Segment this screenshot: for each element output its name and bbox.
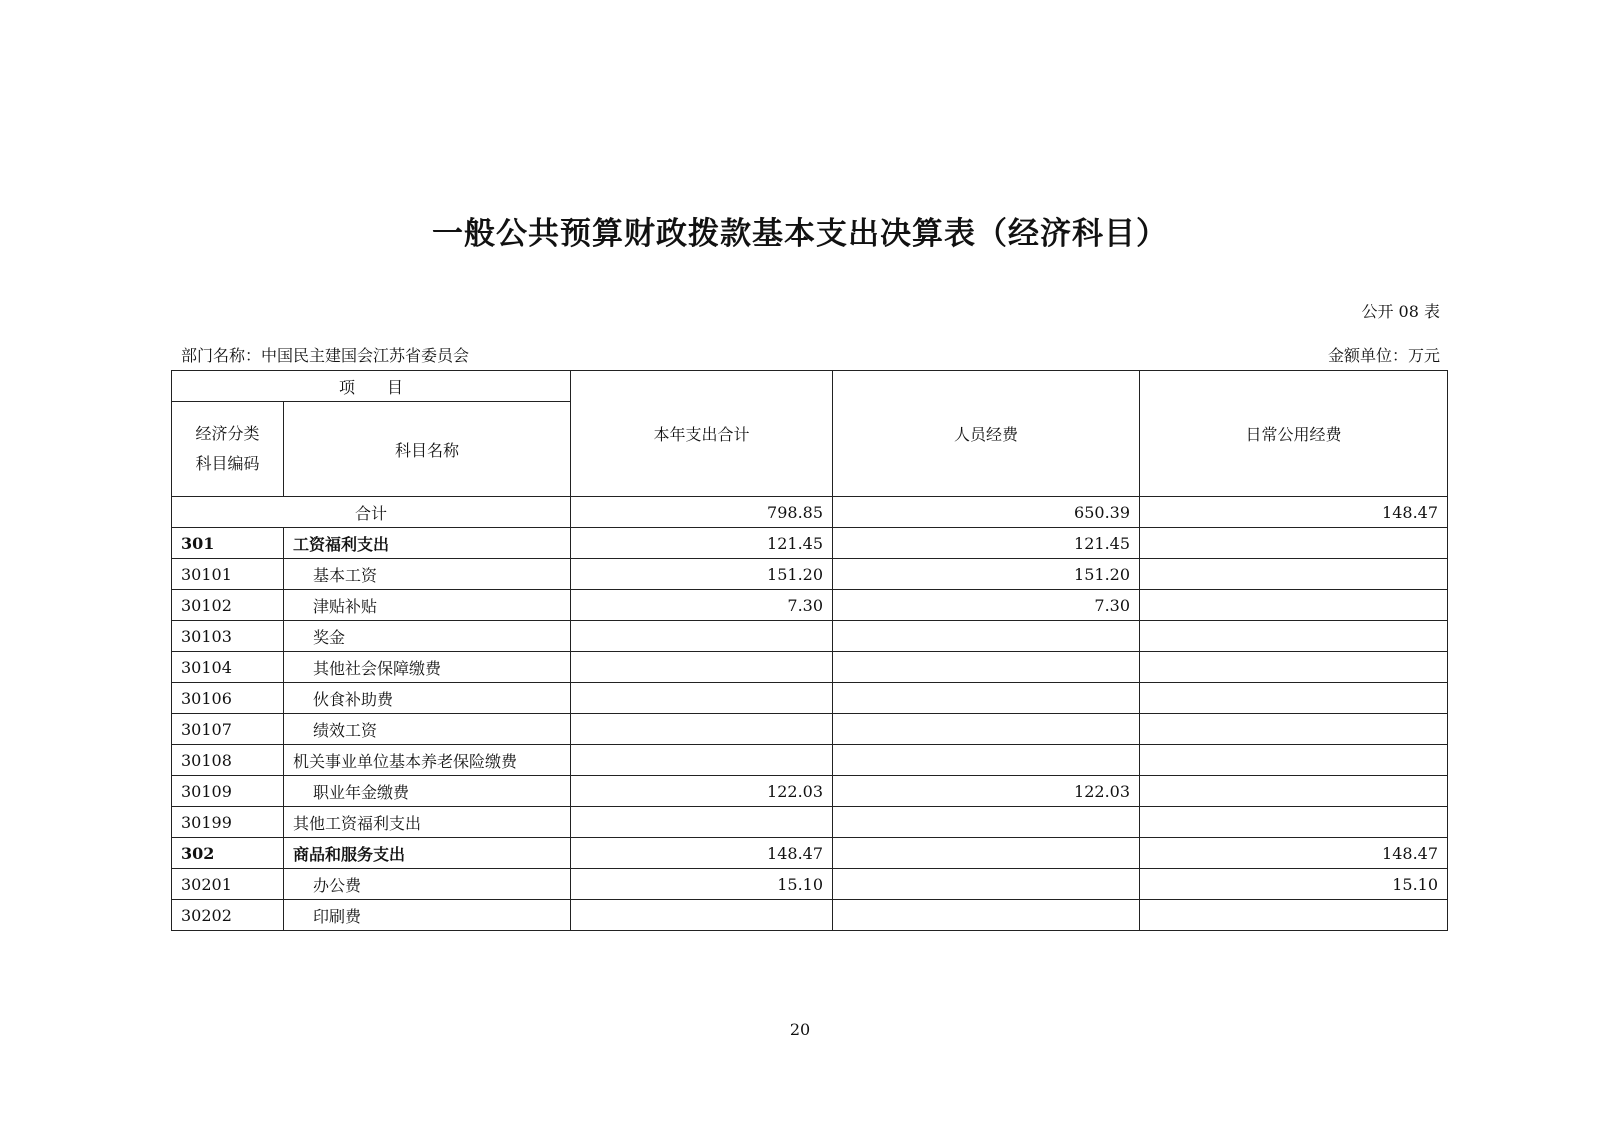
row-code: 30106 <box>172 683 284 714</box>
table-row <box>172 528 1448 559</box>
page-title: 一般公共预算财政拨款基本支出决算表（经济科目） <box>432 216 1168 252</box>
table-row <box>172 869 1448 900</box>
row-code: 30109 <box>172 776 284 807</box>
row-name: 办公费 <box>284 869 571 900</box>
header-row-item <box>172 371 1448 402</box>
row-personnel <box>833 838 1140 869</box>
row-personnel: 121.45 <box>833 528 1140 559</box>
expenditure-table <box>171 370 1448 931</box>
row-total: 15.10 <box>571 869 833 900</box>
row-personnel <box>833 621 1140 652</box>
row-public <box>1140 559 1448 590</box>
department-name: 部门名称：中国民主建国会江苏省委员会 <box>181 346 470 365</box>
row-code: 30101 <box>172 559 284 590</box>
row-total: 7.30 <box>571 590 833 621</box>
header-item: 项 目 <box>172 371 571 402</box>
row-public: 15.10 <box>1140 869 1448 900</box>
table-row <box>172 776 1448 807</box>
table-row <box>172 559 1448 590</box>
row-total <box>571 745 833 776</box>
row-personnel: 151.20 <box>833 559 1140 590</box>
row-total: 122.03 <box>571 776 833 807</box>
total-personnel: 650.39 <box>833 497 1140 528</box>
row-total: 121.45 <box>571 528 833 559</box>
row-public <box>1140 590 1448 621</box>
row-code: 301 <box>172 528 284 559</box>
header-total: 本年支出合计 <box>571 371 833 497</box>
row-name: 奖金 <box>284 621 571 652</box>
total-public: 148.47 <box>1140 497 1448 528</box>
table-row <box>172 714 1448 745</box>
row-public <box>1140 900 1448 931</box>
row-public <box>1140 714 1448 745</box>
row-name: 伙食补助费 <box>284 683 571 714</box>
row-code: 30199 <box>172 807 284 838</box>
row-name: 商品和服务支出 <box>284 838 571 869</box>
row-public <box>1140 776 1448 807</box>
row-public: 148.47 <box>1140 838 1448 869</box>
row-code: 30104 <box>172 652 284 683</box>
row-total <box>571 652 833 683</box>
row-public <box>1140 528 1448 559</box>
table-row <box>172 590 1448 621</box>
table-row <box>172 807 1448 838</box>
row-code: 302 <box>172 838 284 869</box>
row-personnel <box>833 745 1140 776</box>
table-row <box>172 838 1448 869</box>
header-code <box>172 402 284 497</box>
header-code-line1: 经济分类 <box>195 424 260 443</box>
row-public <box>1140 745 1448 776</box>
row-personnel: 7.30 <box>833 590 1140 621</box>
row-personnel <box>833 807 1140 838</box>
row-name: 工资福利支出 <box>284 528 571 559</box>
row-personnel <box>833 652 1140 683</box>
row-code: 30107 <box>172 714 284 745</box>
amount-unit: 金额单位：万元 <box>1327 346 1440 365</box>
row-name: 职业年金缴费 <box>284 776 571 807</box>
row-total <box>571 683 833 714</box>
header-public: 日常公用经费 <box>1140 371 1448 497</box>
row-total: 151.20 <box>571 559 833 590</box>
row-name: 津贴补贴 <box>284 590 571 621</box>
row-name: 机关事业单位基本养老保险缴费 <box>284 745 571 776</box>
row-public <box>1140 652 1448 683</box>
row-total <box>571 807 833 838</box>
row-name: 绩效工资 <box>284 714 571 745</box>
table-row <box>172 652 1448 683</box>
row-code: 30103 <box>172 621 284 652</box>
row-code: 30102 <box>172 590 284 621</box>
total-label: 合计 <box>172 497 571 528</box>
row-code: 30108 <box>172 745 284 776</box>
row-name: 印刷费 <box>284 900 571 931</box>
header-code-line2: 科目编码 <box>195 454 260 473</box>
row-total <box>571 621 833 652</box>
row-personnel <box>833 900 1140 931</box>
table-number: 公开 08 表 <box>1361 302 1440 321</box>
row-personnel: 122.03 <box>833 776 1140 807</box>
row-total <box>571 900 833 931</box>
row-personnel <box>833 869 1140 900</box>
row-code: 30201 <box>172 869 284 900</box>
row-personnel <box>833 714 1140 745</box>
row-public <box>1140 621 1448 652</box>
table-row <box>172 900 1448 931</box>
table-row <box>172 621 1448 652</box>
header-name: 科目名称 <box>284 402 571 497</box>
row-name: 其他社会保障缴费 <box>284 652 571 683</box>
row-public <box>1140 807 1448 838</box>
total-amount: 798.85 <box>571 497 833 528</box>
row-code: 30202 <box>172 900 284 931</box>
table-row <box>172 683 1448 714</box>
row-name: 基本工资 <box>284 559 571 590</box>
header-personnel: 人员经费 <box>833 371 1140 497</box>
row-total: 148.47 <box>571 838 833 869</box>
row-personnel <box>833 683 1140 714</box>
row-total <box>571 714 833 745</box>
row-name: 其他工资福利支出 <box>284 807 571 838</box>
total-row <box>172 497 1448 528</box>
page-number: 20 <box>789 1020 811 1039</box>
row-public <box>1140 683 1448 714</box>
table-row <box>172 745 1448 776</box>
